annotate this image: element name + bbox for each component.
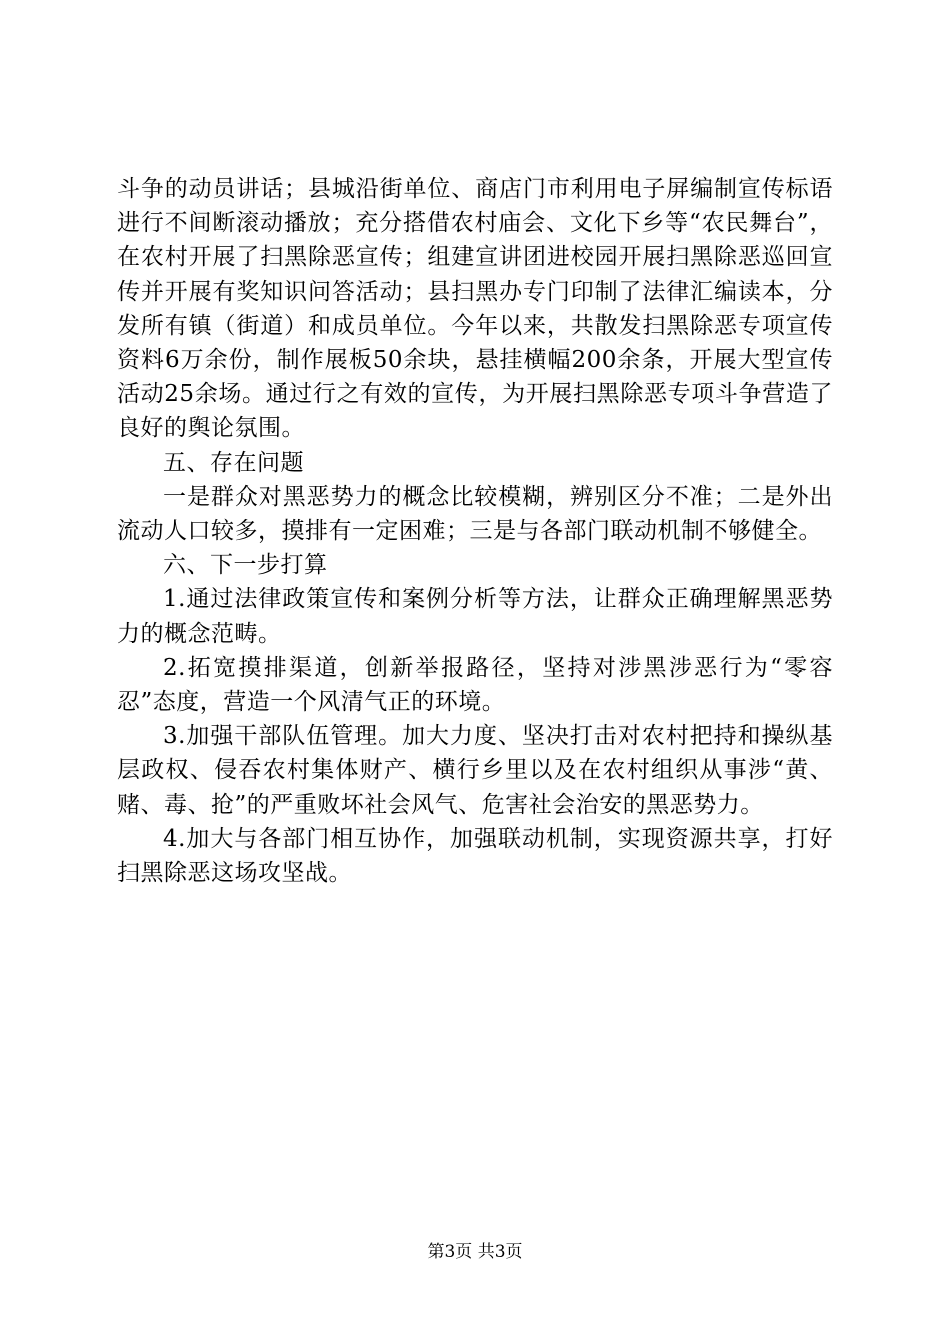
page-footer	[0, 1242, 950, 1262]
paragraph-next-step-2: 2.拓宽摸排渠道，创新举报路径，坚持对涉黑涉恶行为“零容忍”态度，营造一个风清气正的环境。	[117, 654, 833, 716]
page-number: 第3页 共3页	[427, 1242, 523, 1262]
paragraph-next-step-1: 1.通过法律政策宣传和案例分析等方法，让群众正确理解黑恶势力的概念范畴。	[117, 586, 833, 647]
paragraph-problems: 一是群众对黑恶势力的概念比较模糊，辨别区分不准；二是外出流动人口较多，摸排有一定困难；三是与各部门联动机制不够健全。	[117, 483, 833, 545]
paragraph-next-step-4: 4.加大与各部门相互协作，加强联动机制，实现资源共享，打好扫黑除恶这场攻坚战。	[117, 825, 833, 887]
paragraph-next-step-3: 3.加强干部队伍管理。加大力度、坚决打击对农村把持和操纵基层政权、侵吞农村集体财产、横行乡里以及在农村组织从事涉“黄、赌、毒、抢”的严重败坏社会风气、危害社会治安的黑恶势力。	[117, 723, 833, 818]
section-heading-problems: 五、存在问题	[163, 449, 304, 476]
section-heading-next-steps: 六、下一步打算	[163, 552, 328, 579]
document-body	[117, 172, 833, 890]
paragraph-propaganda-continued: 斗争的动员讲话；县城沿街单位、商店门市利用电子屏编制宣传标语进行不间断滚动播放；充分搭借农村庙会、文化下乡等“农民舞台”，在农村开展了扫黑除恶宣传；组建宣讲团进校园开展扫黑除恶巡回宣传并开展有奖知识问答活动；县扫黑办专门印制了法律汇编读本，分发所有镇（街道）和成员单位。今年以来，共散发扫黑除恶专项宣传资料6万余份，制作展板50余块，悬挂横幅200余条，开展大型宣传活动25余场。通过行之有效的宣传，为开展扫黑除恶专项斗争营造了良好的舆论氛围。	[117, 176, 833, 442]
